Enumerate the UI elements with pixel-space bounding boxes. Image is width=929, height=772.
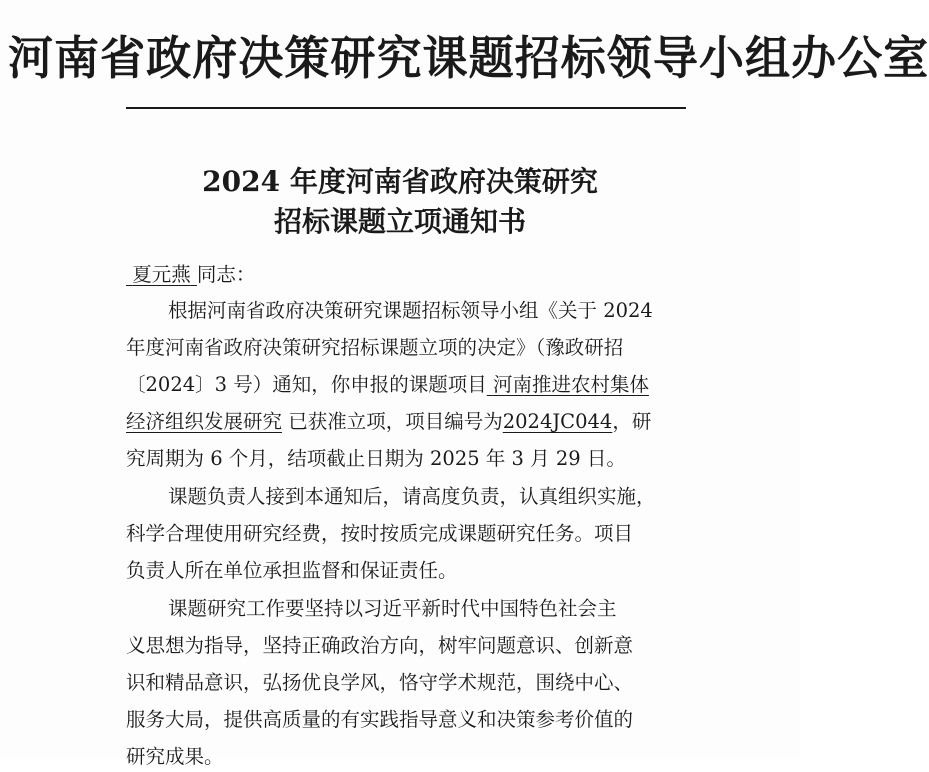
paragraph-2-line-3: 负责人所在单位承担监督和保证责任。	[126, 559, 458, 582]
approval-text: 已获准立项，项目编号为	[288, 410, 503, 433]
paragraph-2-line-1: 课题负责人接到本通知后，请高度负责，认真组织实施，	[168, 485, 656, 508]
project-code: 2024JC044	[502, 410, 613, 433]
paragraph-3-line-1: 课题研究工作要坚持以习近平新时代中国特色社会主	[168, 597, 617, 620]
document-title-line-2: 招标课题立项通知书	[273, 205, 526, 238]
paragraph-3-line-3: 识和精品意识，弘扬优良学风，恪守学术规范，围绕中心、	[126, 671, 634, 694]
recipient-name: 夏元燕	[132, 263, 191, 286]
paragraph-1-line-2: 年度河南省政府决策研究招标课题立项的决定》（豫政研招	[126, 336, 624, 359]
paragraph-1-line-4-end: ，研	[612, 410, 652, 433]
organization-header: 河南省政府决策研究课题招标领导小组办公室	[8, 31, 929, 85]
paragraph-2-line-2: 科学合理使用研究经费，按时按质完成课题研究任务。项目	[126, 522, 634, 545]
project-title-part-1: 河南推进农村集体	[492, 373, 649, 396]
paragraph-3-line-2: 义思想为指导，坚持正确政治方向，树牢问题意识、创新意	[126, 634, 634, 657]
paragraph-1-line-1: 根据河南省政府决策研究课题招标领导小组《关于 2024	[168, 299, 653, 322]
paragraph-1-line-3	[126, 370, 649, 400]
salutation-suffix: 同志：	[196, 263, 256, 286]
paragraph-1-line-3-text: 〔2024〕3 号）通知，你申报的课题项目	[126, 373, 487, 396]
document-title-line-1: 2024 年度河南省政府决策研究	[202, 165, 598, 198]
project-title-part-2: 经济组织发展研究	[126, 410, 283, 433]
header-divider	[126, 107, 686, 109]
paragraph-1-line-4	[126, 407, 651, 437]
paragraph-3-line-5: 研究成果。	[126, 745, 224, 768]
salutation	[126, 260, 255, 290]
paragraph-3-line-4: 服务大局，提供高质量的有实践指导意义和决策参考价值的	[126, 708, 634, 731]
paragraph-1-line-5: 究周期为 6 个月，结项截止日期为 2025 年 3 月 29 日。	[126, 447, 626, 470]
